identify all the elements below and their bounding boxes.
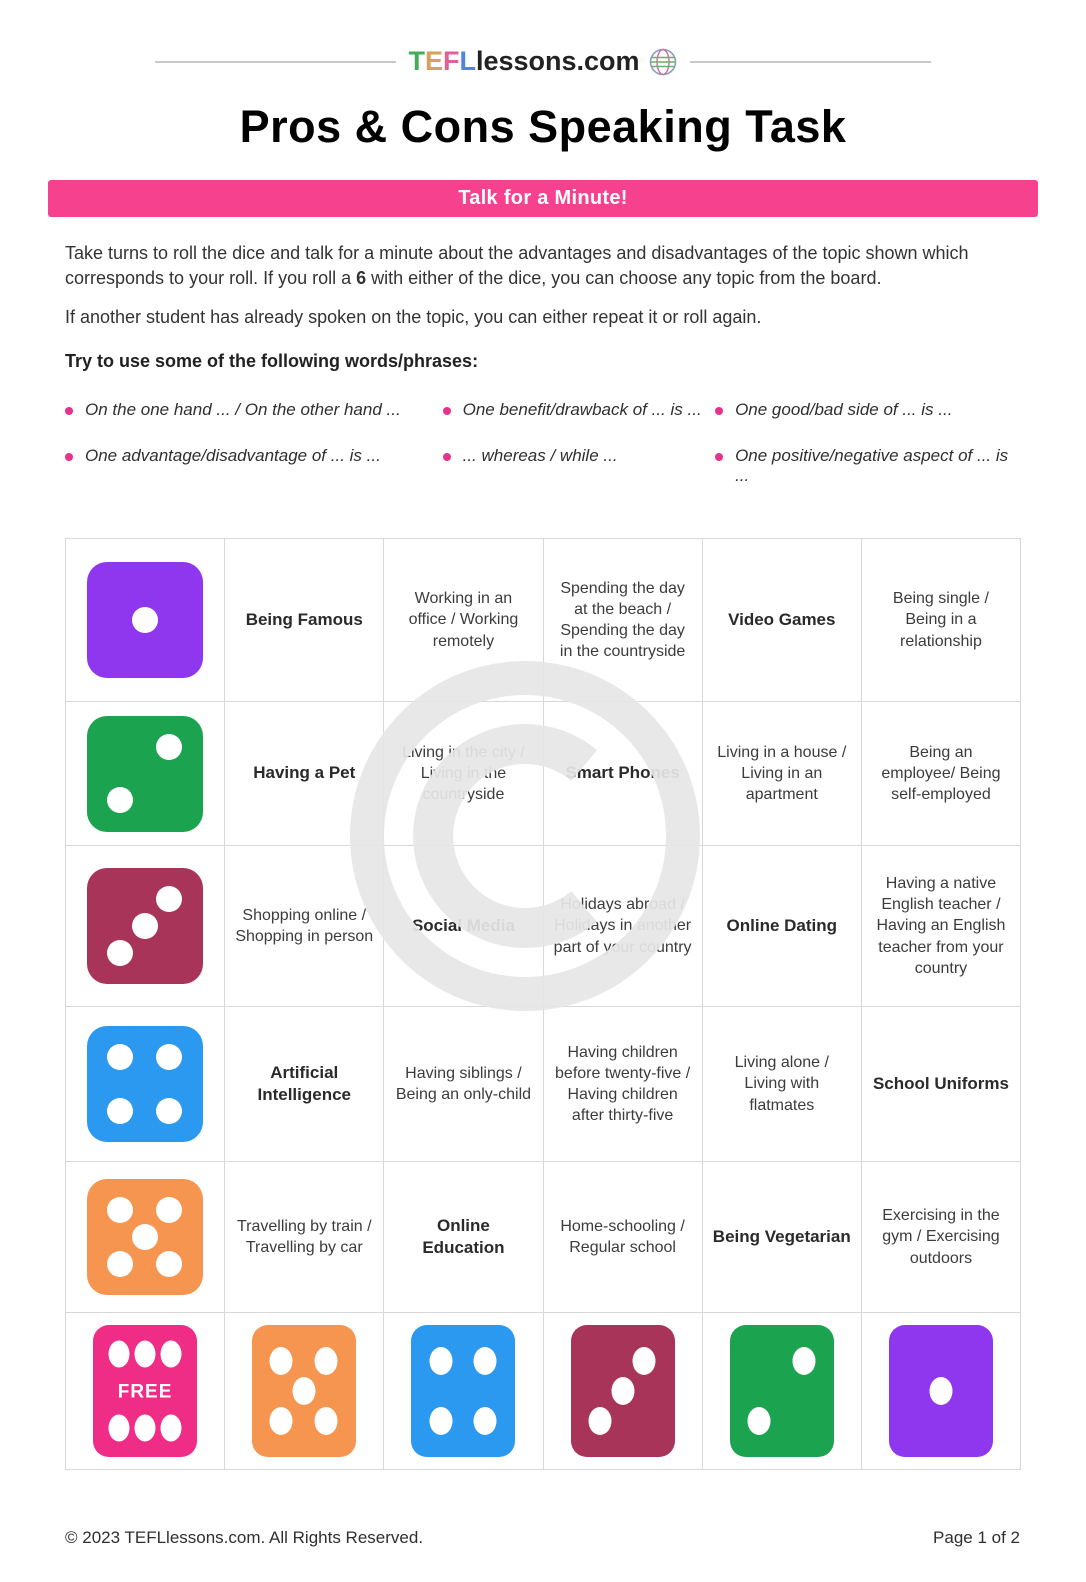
topic-cell: Working in an office / Working remotely [383,539,542,701]
pip [792,1347,815,1375]
topic-cell: Having siblings / Being an only-child [383,1006,542,1161]
topic-cell: Having a Pet [224,701,383,845]
pip [474,1407,497,1435]
board-row-3 [66,845,1020,1006]
pip [315,1407,338,1435]
pip [156,1044,182,1070]
board-row-2 [66,701,1020,845]
pip [132,607,158,633]
board-row-1 [66,539,1020,701]
board-row-5 [66,1161,1020,1312]
die-six-free-icon [93,1325,197,1457]
pip [633,1347,656,1375]
topic-cell: Smart Phones [543,701,702,845]
pip [107,787,133,813]
phrase-item: ... whereas / while ... [443,446,715,486]
pip [315,1347,338,1375]
pip [429,1407,452,1435]
die-one-icon [889,1325,993,1457]
die-cell [861,1312,1020,1469]
phrases-heading: Try to use some of the following words/phrases: [65,350,479,371]
pip [588,1407,611,1435]
pip [156,1251,182,1277]
topic-cell: Holidays abroad / Holidays in another part of your country [543,845,702,1006]
board-row-4 [66,1006,1020,1161]
globe-icon [648,47,678,77]
topic-cell: School Uniforms [861,1006,1020,1161]
topic-cell: Living in the city / Living in the countryside [383,701,542,845]
die-cell [224,1312,383,1469]
die-cell [383,1312,542,1469]
bullet-icon [65,407,73,415]
topic-cell: Living in a house / Living in an apartment [702,701,861,845]
page-title: Pros & Cons Speaking Task [239,101,847,152]
board-row-free [66,1312,1020,1469]
die-four-icon [87,1026,203,1142]
pip [270,1347,293,1375]
die-two-icon [730,1325,834,1457]
bullet-icon [443,407,451,415]
topic-cell: Being Vegetarian [702,1161,861,1312]
copyright-text: © 2023 TEFLlessons.com. All Rights Reserved. [65,1528,424,1547]
phrase-item: One good/bad side of ... is ... [715,400,1021,420]
topic-cell: Being Famous [224,539,383,701]
phrase-item: On the one hand ... / On the other hand ... [65,400,443,420]
pip [107,1044,133,1070]
banner [48,180,1038,217]
topic-board [65,538,1021,1470]
topic-cell: Social Media [383,845,542,1006]
topic-cell: Video Games [702,539,861,701]
instruction-paragraph-2: If another student has already spoken on the topic, you can either repeat it or roll again. [65,307,762,328]
phrase-item: One positive/negative aspect of ... is ... [715,446,1021,486]
die-cell [66,845,224,1006]
topic-cell: Shopping online / Shopping in person [224,845,383,1006]
instructions [65,241,1021,331]
pip [293,1377,316,1405]
bullet-icon [65,453,73,461]
topic-cell: Spending the day at the beach / Spending the day in the countryside [543,539,702,701]
topic-cell: Being single / Being in a relationship [861,539,1020,701]
topic-cell: Online Dating [702,845,861,1006]
die-cell [66,1161,224,1312]
pip [135,1414,156,1441]
pip [132,1224,158,1250]
die-three-icon [87,868,203,984]
pip [156,1197,182,1223]
topic-cell: Online Education [383,1161,542,1312]
topic-cell: Exercising in the gym / Exercising outdoors [861,1161,1020,1312]
banner-label: Talk for a Minute! [458,187,628,209]
topic-cell: Having a native English teacher / Having an English teacher from your country [861,845,1020,1006]
pip [135,1341,156,1368]
bullet-icon [443,453,451,461]
phrase-item: One advantage/disadvantage of ... is ... [65,446,443,486]
phrases-list [65,400,1021,486]
site-logo [408,46,677,77]
logo-text: TEFLlessons.com [408,46,640,76]
die-two-icon [87,716,203,832]
pip [161,1414,182,1441]
header-rule-right [690,61,931,63]
topic-cell: Home-schooling / Regular school [543,1161,702,1312]
pip [429,1347,452,1375]
pip [474,1347,497,1375]
pip [156,1098,182,1124]
die-cell [66,701,224,845]
header-rule-left [155,61,396,63]
bullet-icon [715,407,723,415]
footer [65,1528,1020,1548]
pip [109,1341,130,1368]
die-cell [702,1312,861,1469]
page-number: Page 1 of 2 [933,1528,1020,1547]
pip [156,886,182,912]
die-cell [66,539,224,701]
pip [107,940,133,966]
topic-cell: Living alone / Living with flatmates [702,1006,861,1161]
topic-cell: Travelling by train / Travelling by car [224,1161,383,1312]
die-one-icon [87,562,203,678]
header [155,46,931,77]
topic-cell: Artificial Intelligence [224,1006,383,1161]
die-four-icon [411,1325,515,1457]
pip [132,913,158,939]
topic-cell: Having children before twenty-five / Having children after thirty-five [543,1006,702,1161]
pip [929,1377,952,1405]
pip [611,1377,634,1405]
die-three-icon [571,1325,675,1457]
phrase-item: One benefit/drawback of ... is ... [443,400,715,420]
topic-cell: Being an employee/ Being self-employed [861,701,1020,845]
pip [109,1414,130,1441]
die-five-icon [87,1179,203,1295]
pip [161,1341,182,1368]
pip [270,1407,293,1435]
bullet-icon [715,453,723,461]
pip [107,1251,133,1277]
pip [156,734,182,760]
free-label: FREE [117,1381,173,1403]
die-cell [66,1312,224,1469]
die-cell [66,1006,224,1161]
instruction-paragraph-1: Take turns to roll the dice and talk for a minute about the advantages and disadvantages of the topic shown which corresponds to your roll. If you roll a 6 with either of the dice, you can choose any topic from the board. [65,243,969,289]
pip [107,1098,133,1124]
pip [107,1197,133,1223]
die-cell [543,1312,702,1469]
pip [747,1407,770,1435]
die-five-icon [252,1325,356,1457]
